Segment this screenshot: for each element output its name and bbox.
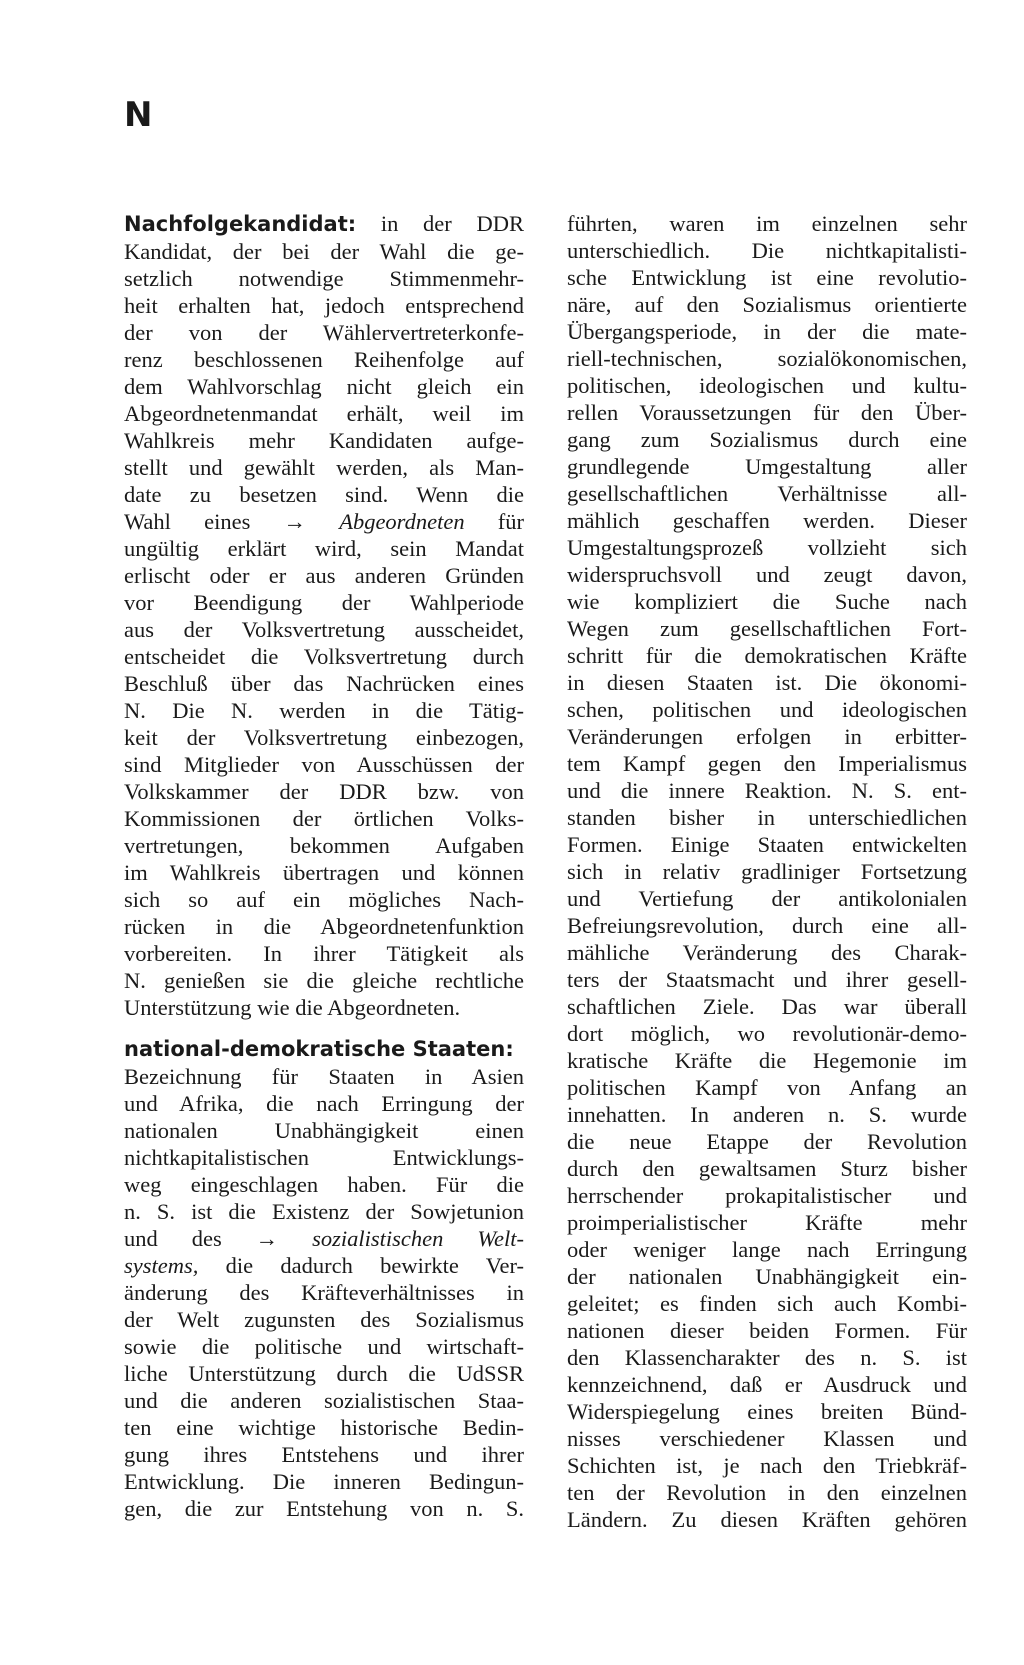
text-line: proimperialistischer Kräfte mehr: [567, 1210, 967, 1235]
entry-body-continued: [124, 1279, 524, 1522]
text-line: widerspruchsvoll und zeugt davon,: [567, 562, 967, 587]
text-line: ungültig erklärt wird, sein Mandat: [124, 536, 524, 561]
text-line: schaftlichen Ziele. Das war überall: [567, 994, 967, 1019]
entry-body-continued: [124, 535, 524, 1021]
entry-term: Nachfolgekandidat:: [124, 212, 357, 236]
text-line: tem Kampf gegen den Imperialismus: [567, 751, 967, 776]
text-line: der Welt zugunsten des Sozialismus: [124, 1307, 524, 1332]
text-line: Unterstützung wie die Abgeordneten.: [124, 995, 461, 1020]
cross-reference-line-2: systems, die dadurch bewirkte Ver-: [124, 1253, 524, 1278]
text-line: ters der Staatsmacht und ihrer gesell-: [567, 967, 967, 992]
text-line: riell-technischen, sozialökonomischen,: [567, 346, 967, 371]
text-line: Befreiungsrevolution, durch eine all-: [567, 913, 967, 938]
text-line: geleitet; es finden sich auch Kombi-: [567, 1291, 967, 1316]
text-line: herrschender prokapitalistischer und: [567, 1183, 967, 1208]
cross-reference-link-cont[interactable]: systems,: [124, 1253, 199, 1278]
text-line: ten eine wichtige historische Bedin-: [124, 1415, 524, 1440]
text-line: im Wahlkreis übertragen und können: [124, 860, 524, 885]
text-line: rücken in die Abgeordnetenfunktion: [124, 914, 524, 939]
text-line: die neue Etappe der Revolution: [567, 1129, 967, 1154]
text-line: erlischt oder er aus anderen Gründen: [124, 563, 524, 588]
cross-reference-line: Wahl eines → Abgeordneten für: [124, 509, 525, 534]
text-line: liche Unterstützung durch die UdSSR: [124, 1361, 524, 1386]
text-line: vor Beendigung der Wahlperiode: [124, 590, 524, 615]
text-line: Veränderungen erfolgen in erbitter-: [567, 724, 967, 749]
text-line: date zu besetzen sind. Wenn die: [124, 482, 524, 507]
text-line: stellt und gewählt werden, als Man-: [124, 455, 524, 480]
text-line: Widerspiegelung eines breiten Bünd-: [567, 1399, 967, 1424]
entry-body-continuation: [567, 210, 967, 1533]
text-line: rellen Voraussetzungen für den Über-: [567, 400, 967, 425]
text-line: mähliche Veränderung des Charak-: [567, 940, 967, 965]
text-line: und die innere Reaktion. N. S. ent-: [567, 778, 967, 803]
text-line: kennzeichnend, daß er Ausdruck und: [567, 1372, 967, 1397]
entry-national-demokratische-staaten: [124, 1035, 524, 1522]
cross-reference-arrow-icon: →: [283, 509, 307, 534]
text-line: heit erhalten hat, jedoch entsprechend: [124, 293, 524, 318]
text-line: Volkskammer der DDR bzw. von: [124, 779, 524, 804]
entry-first-line: Nachfolgekandidat: in der DDR: [124, 211, 524, 236]
text-line: Schichten ist, je nach den Triebkräf-: [567, 1453, 967, 1478]
cross-reference-line: und des → sozialistischen Welt-: [124, 1226, 525, 1251]
text-line: unterschiedlich. Die nichtkapitalisti-: [567, 238, 967, 263]
text-line: sich in relativ gradliniger Fortsetzung: [567, 859, 967, 884]
text-line: oder weniger lange nach Erringung: [567, 1237, 967, 1262]
text-line: sche Entwicklung ist eine revolutio-: [567, 265, 967, 290]
text-line: und Afrika, die nach Erringung der: [124, 1091, 524, 1116]
text-line: setzlich notwendige Stimmenmehr-: [124, 266, 524, 291]
cross-reference-arrow-icon: →: [255, 1226, 279, 1251]
text-line: N. genießen sie die gleiche rechtliche: [124, 968, 524, 993]
cross-reference-link[interactable]: Abgeordneten: [339, 509, 465, 534]
text-line: führten, waren im einzelnen sehr: [567, 211, 967, 236]
section-letter: N: [124, 95, 153, 135]
text-line: Wahlkreis mehr Kandidaten aufge-: [124, 428, 524, 453]
entry-body: [124, 238, 524, 508]
text-line: änderung des Kräfteverhältnisses in: [124, 1280, 524, 1305]
text-line: politischen, ideologischen und kultu-: [567, 373, 967, 398]
text-line: aus der Volksvertretung ausscheidet,: [124, 617, 524, 642]
text-line: Entwicklung. Die inneren Bedingun-: [124, 1469, 524, 1494]
text-line: Formen. Einige Staaten entwickelten: [567, 832, 967, 857]
text-line: vorbereiten. In ihrer Tätigkeit als: [124, 941, 524, 966]
text-line: gesellschaftlichen Verhältnisse all-: [567, 481, 967, 506]
entry-body: [124, 1063, 524, 1225]
text-line: gang zum Sozialismus durch eine: [567, 427, 967, 452]
text-line: sowie die politische und wirtschaft-: [124, 1334, 524, 1359]
text-line: schen, politischen und ideologischen: [567, 697, 967, 722]
text-line: Umgestaltungsprozeß vollzieht sich: [567, 535, 967, 560]
text-line: weg eingeschlagen haben. Für die: [124, 1172, 524, 1197]
text-line: sich so auf ein mögliches Nach-: [124, 887, 524, 912]
text-line: standen bisher in unterschiedlichen: [567, 805, 967, 830]
text-line: der nationalen Unabhängigkeit ein-: [567, 1264, 967, 1289]
text-line: der von der Wählervertreterkonfe-: [124, 320, 524, 345]
entry-nachfolgekandidat: [124, 210, 524, 1021]
text-line: wie kompliziert die Suche nach: [567, 589, 967, 614]
text-line: Beschluß über das Nachrücken eines: [124, 671, 524, 696]
text-line: durch den gewaltsamen Sturz bisher: [567, 1156, 967, 1181]
text-line: den Klassencharakter des n. S. ist: [567, 1345, 967, 1370]
text-line: und die anderen sozialistischen Staa-: [124, 1388, 524, 1413]
text-line: schritt für die demokratischen Kräfte: [567, 643, 967, 668]
text-line: politischen Kampf von Anfang an: [567, 1075, 967, 1100]
entry-first-line: [124, 1035, 524, 1063]
text-line: grundlegende Umgestaltung aller: [567, 454, 967, 479]
text-line: gung ihres Entstehens und ihrer: [124, 1442, 524, 1467]
text-line: entscheidet die Volksvertretung durch: [124, 644, 524, 669]
text-line: näre, auf den Sozialismus orientierte: [567, 292, 967, 317]
text-line: Kandidat, der bei der Wahl die ge-: [124, 239, 524, 264]
text-line: gen, die zur Entstehung von n. S.: [124, 1496, 524, 1521]
cross-reference-link[interactable]: sozialistischen Welt-: [312, 1226, 525, 1251]
entry-term: national-demokratische Staaten:: [124, 1037, 514, 1061]
text-line: Ländern. Zu diesen Kräften gehören: [567, 1507, 967, 1532]
text-line: sind Mitglieder von Ausschüssen der: [124, 752, 524, 777]
text-line: dort möglich, wo revolutionär-demo-: [567, 1021, 967, 1046]
text-line: renz beschlossenen Reihenfolge auf: [124, 347, 524, 372]
text-line: dem Wahlvorschlag nicht gleich ein: [124, 374, 524, 399]
text-line: Abgeordnetenmandat erhält, weil im: [124, 401, 524, 426]
text-line: mählich geschaffen werden. Dieser: [567, 508, 967, 533]
text-line: innehatten. In anderen n. S. wurde: [567, 1102, 967, 1127]
text-line: und Vertiefung der antikolonialen: [567, 886, 967, 911]
right-column: [567, 210, 967, 1533]
text-line: in diesen Staaten ist. Die ökonomi-: [567, 670, 967, 695]
left-column: [124, 210, 524, 1522]
text-line: Bezeichnung für Staaten in Asien: [124, 1064, 524, 1089]
text-line: nationalen Unabhängigkeit einen: [124, 1118, 524, 1143]
text-line: kratische Kräfte die Hegemonie im: [567, 1048, 967, 1073]
text-line: nisses verschiedener Klassen und: [567, 1426, 967, 1451]
text-line: keit der Volksvertretung einbezogen,: [124, 725, 524, 750]
text-line: nichtkapitalistischen Entwicklungs-: [124, 1145, 524, 1170]
text-line: ten der Revolution in den einzelnen: [567, 1480, 967, 1505]
text-line: N. Die N. werden in die Tätig-: [124, 698, 524, 723]
text-line: Kommissionen der örtlichen Volks-: [124, 806, 524, 831]
text-line: Übergangsperiode, in der die mate-: [567, 319, 967, 344]
text-line: Wegen zum gesellschaftlichen Fort-: [567, 616, 967, 641]
text-line: vertretungen, bekommen Aufgaben: [124, 833, 524, 858]
text-line: nationen dieser beiden Formen. Für: [567, 1318, 967, 1343]
text-line: n. S. ist die Existenz der Sowjetunion: [124, 1199, 524, 1224]
